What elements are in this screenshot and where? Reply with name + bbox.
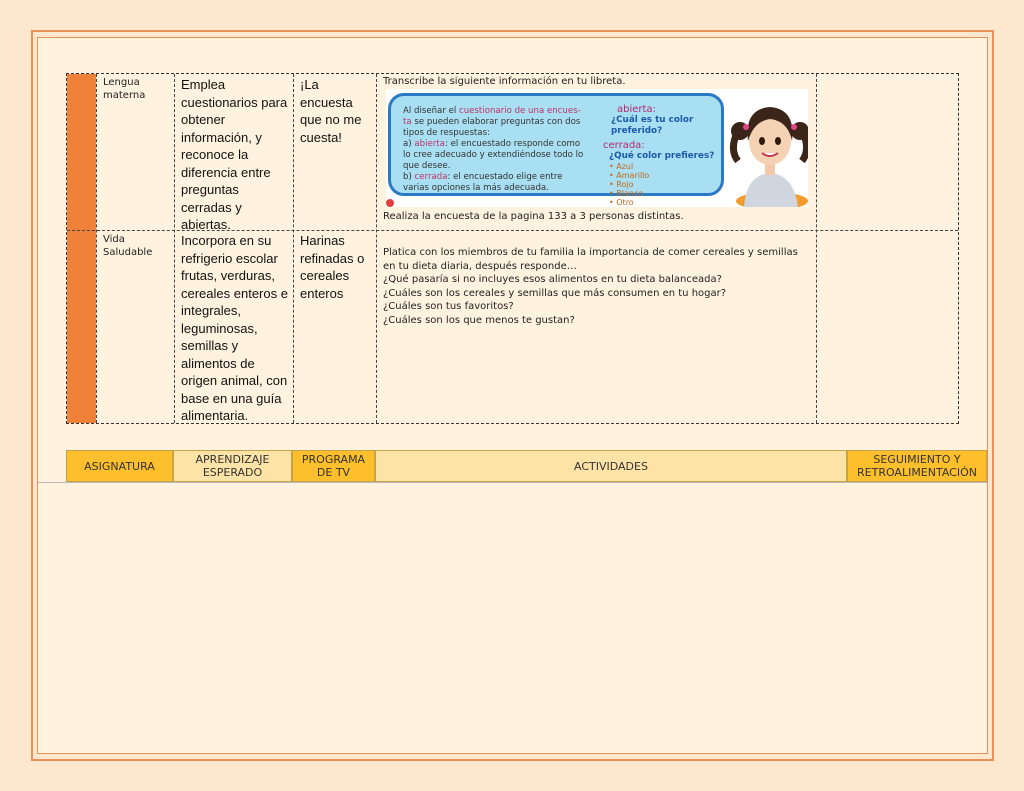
header-program: PROGRAMA DE TV	[292, 450, 375, 482]
activity-list	[383, 246, 813, 327]
bubble-explanation: Al diseñar el cuestionario de una encues- ta se pueden elaborar preguntas con dos tipos de respuestas: a) abierta: el encuestado responde como lo cree adecuado y extendiéndose todo lo que desee. b) cerrada: el encuestado elige entre varias opciones la más adecuada.	[403, 106, 584, 193]
activity-line: ¿Qué pasaría si no incluyes esos alimentos en tu dieta balanceada?	[383, 274, 722, 285]
header-activities: ACTIVIDADES	[375, 450, 847, 482]
red-dot-icon	[386, 199, 394, 207]
subject-cell: Lengua materna	[103, 77, 146, 101]
program-cell: ¡La encuesta que no me cuesta!	[300, 77, 362, 145]
header-subject: ASIGNATURA	[66, 450, 173, 482]
bubble-examples: abierta: ¿Cuál es tu color preferido? cerrada: ¿Qué color prefieres? • Azul • Amarillo • Rojo • Blanco • Otro	[603, 104, 715, 207]
girl-character-icon	[726, 89, 808, 207]
header-underline	[38, 482, 987, 483]
activity-line: ¿Cuáles son tus favoritos?	[383, 301, 514, 312]
activity-line: Platica con los miembros de tu familia la importancia de comer cereales y semillas en tu dieta diaria, después responde…	[383, 247, 798, 272]
activity-line: ¿Cuáles son los cereales y semillas que más consumen en tu hogar?	[383, 287, 727, 299]
learning-cell: Emplea cuestionarios para obtener información, y reconoce la diferencia entre preguntas cerradas y abiertas.	[181, 77, 288, 232]
survey-illustration	[386, 89, 808, 207]
header-learning: APRENDIZAJE ESPERADO	[173, 450, 292, 482]
learning-cell: Incorpora en su refrigerio escolar frutas, verduras, cereales enteros e integrales, leguminosas, semillas y alimentos de origen animal, con base en una guía alimentaria.	[181, 233, 288, 423]
speech-bubble	[388, 93, 724, 207]
subject-cell: Vida Saludable	[103, 234, 153, 258]
header-feedback: SEGUIMIENTO Y RETROALIMENTACIÓN	[847, 450, 987, 482]
program-cell: Harinas refinadas o cereales enteros	[300, 233, 365, 301]
activity-intro: Transcribe la siguiente información en tu libreta.	[383, 76, 626, 87]
activity-outro: Realiza la encuesta de la pagina 133 a 3 personas distintas.	[383, 211, 684, 222]
activity-line: ¿Cuáles son los que menos te gustan?	[383, 314, 575, 326]
day-color-bar	[67, 74, 96, 423]
table-header	[66, 450, 987, 482]
